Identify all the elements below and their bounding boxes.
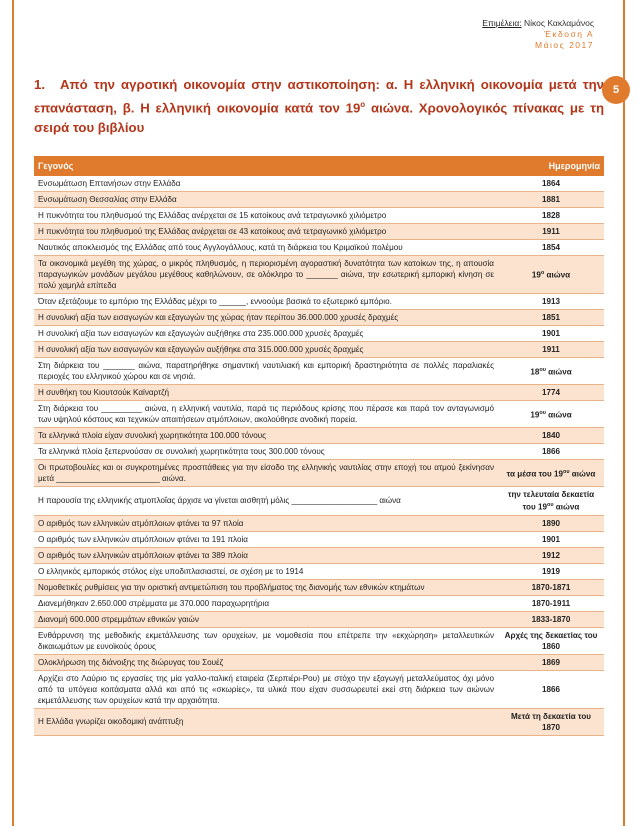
date-sup: ου [562,468,570,475]
event-cell: Ο αριθμός των ελληνικών ατμόπλοιων φτάνει τα 191 πλοία [34,531,498,547]
event-cell: Η συνθήκη του Κιουτσούκ Καϊναρτζή [34,385,498,401]
table-row [34,294,604,310]
date-cell: 1901 [498,531,604,547]
date-cell: 1911 [498,342,604,358]
date-cell: 1869 [498,654,604,670]
table-row [34,547,604,563]
event-cell: Διανομή 600.000 στρεμμάτων εθνικών γαιών [34,611,498,627]
date-cell: 1840 [498,428,604,444]
editor-label: Επιμέλεια: [482,18,522,28]
date-text: τα μέσα του 19 [506,469,563,479]
date-cell [498,401,604,428]
event-cell: Όταν εξετάζουμε το εμπόριο της Ελλάδας μέχρι το ______, εννοούμε βασικά το εξωτερικό εμπόριο. [34,294,498,310]
event-cell: Ο αριθμός των ελληνικών ατμόπλοιων φτάνει τα 389 πλοία [34,547,498,563]
date-suffix: αιώνα [553,502,580,512]
date-cell [498,256,604,294]
section-number: 1. [34,77,45,92]
date-cell: 1913 [498,294,604,310]
left-margin-rule [12,0,14,826]
date-cell: 1828 [498,208,604,224]
event-cell: Η παρουσία της ελληνικής ατμοπλοΐας άρχισε να γίνεται αισθητή μόλις ___________________ αιώνα [34,487,498,516]
table-row [34,460,604,487]
table-header-row [34,156,604,176]
event-cell: Ενσωμάτωση Επτανήσων στην Ελλάδα [34,176,498,192]
table-row [34,595,604,611]
table-row [34,358,604,385]
event-cell: Νομοθετικές ρυθμίσεις για την οριστική αντιμετώπιση του προβλήματος της διανομής των εθνικών κτημάτων [34,579,498,595]
date-text: 19 [530,410,540,420]
table-row [34,670,604,708]
date-cell: 1919 [498,563,604,579]
event-cell: Ενθάρρυνση της μεθοδικής εκμετάλλευσης των ορυχείων, με νομοθεσία που επέτρεπε την «εκχώρηση» μεταλλευτικών δικαιωμάτων με ευνοϊκούς όρους [34,627,498,654]
editor-name: Νίκος Κακλαμάνος [523,18,594,28]
date-sup: ου [539,409,546,416]
date-line: Μάιος 2017 [535,40,594,50]
event-cell: Ο ελληνικός εμπορικός στόλος είχε υποδιπλασιαστεί, σε σχέση με το 1914 [34,563,498,579]
date-cell: 1912 [498,547,604,563]
event-cell: Ολοκλήρωση της διάνοιξης της διώρυγας του Σουέζ [34,654,498,670]
event-cell: Τα ελληνικά πλοία ξεπερνούσαν σε συνολική χωρητικότητα τους 300.000 τόνους [34,444,498,460]
event-cell: Διανεμήθηκαν 2.650.000 στρέμματα με 370.000 παραχωρητήρια [34,595,498,611]
table-row [34,515,604,531]
table-row [34,342,604,358]
date-cell: 1864 [498,176,604,192]
right-margin-rule [623,0,625,826]
table-row [34,654,604,670]
date-sup: ου [539,366,546,373]
date-cell: 1851 [498,310,604,326]
date-cell: 1881 [498,192,604,208]
date-suffix: αιώνα [545,410,572,420]
event-cell: Η συνολική αξία των εισαγωγών και εξαγωγών αυξήθηκε στα 315.000.000 χρυσές δραχμές [34,342,498,358]
date-cell [498,358,604,385]
event-cell: Τα ελληνικά πλοία είχαν συνολική χωρητικότητα 100.000 τόνους [34,428,498,444]
table-row [34,385,604,401]
page-number-badge: 5 [602,76,630,104]
date-cell: 1901 [498,326,604,342]
date-cell: 1911 [498,224,604,240]
table-row [34,401,604,428]
table-row [34,208,604,224]
date-cell [498,460,604,487]
date-text: την τελευταία δεκαετία του 19 [507,490,595,512]
event-cell: Η συνολική αξία των εισαγωγών και εξαγωγών της χώρας ήταν περίπου 36.000.000 χρυσές δραχμές [34,310,498,326]
date-sup: ο [540,270,545,277]
date-cell: 1870-1871 [498,579,604,595]
date-text: 18 [530,367,540,377]
chronology-table [34,156,604,736]
event-cell: Αρχίζει στο Λαύριο τις εργασίες της μία γαλλο-ιταλική εταιρεία (Σερπιέρι-Ρου) με στόχο την εξαγωγή μεταλλεύματος όχι μόνο από τα υπόγεια κοιτάσματα αλλά και από τις «σκωρίες», τα υλικά που είχαν συσσωρευτεί εκεί στη διάρκεια των αιώνων εκμετάλλευσης των ορυχείων κατά την αρχαιότητα. [34,670,498,708]
date-cell: 1774 [498,385,604,401]
date-cell: 1866 [498,670,604,708]
event-cell: Ενσωμάτωση Θεσσαλίας στην Ελλάδα [34,192,498,208]
table-row [34,192,604,208]
table-row [34,428,604,444]
event-cell: Τα οικονομικά μεγέθη της χώρας, ο μικρός πληθυσμός, η περιορισμένη αγοραστική δυνατότητα των κατοίκων της, η απουσία παραγωγικών μονάδων μεγάλου μεγέθους καθηλώνουν, σε ολόκληρο το _______ αιώνα, την εσωτερική εμπορική κίνηση σε πολύ χαμηλά επίπεδα [34,256,498,294]
table-row [34,487,604,516]
table-row [34,531,604,547]
event-cell: Στη διάρκεια του _______ αιώνα, παρατηρήθηκε σημαντική ναυτιλιακή και εμπορική δραστηριότητα σε πολλές παραλιακές περιοχές του ελληνικού χώρου και σε νησιά. [34,358,498,385]
title-text-b: αιώνα. Χρονολογικός πίνακας με τη σειρά του βιβλίου [34,100,605,136]
table-row [34,256,604,294]
page-header [482,18,594,51]
date-cell: 1890 [498,515,604,531]
date-cell: 1870-1911 [498,595,604,611]
date-suffix: αιώνα [544,270,571,280]
event-cell: Η Ελλάδα γνωρίζει οικοδομική ανάπτυξη [34,708,498,735]
date-cell: 1833-1870 [498,611,604,627]
date-cell: 1854 [498,240,604,256]
table-row [34,310,604,326]
date-sup: ου [546,502,554,508]
date-cell: 1866 [498,444,604,460]
table-row [34,224,604,240]
date-suffix: αιώνα [545,367,572,377]
event-cell: Ο αριθμός των ελληνικών ατμόπλοιων φτάνει τα 97 πλοία [34,515,498,531]
section-title [34,75,604,138]
table-body [34,176,604,735]
editor-line [482,18,594,29]
date-suffix: αιώνα [569,469,596,479]
table-row [34,326,604,342]
table-row [34,579,604,595]
table-row [34,444,604,460]
title-text-a: Από την αγροτική οικονομία στην αστικοποίηση: α. Η ελληνική οικονομία μετά την επανάσταση, β. Η ελληνική οικονομία κατά τον 19 [34,77,604,116]
event-cell: Η πυκνότητα του πληθυσμού της Ελλάδας ανέρχεται σε 15 κατοίκους ανά τετραγωνικό χιλιόμετρο [34,208,498,224]
date-cell [498,487,604,516]
table-row [34,176,604,192]
event-cell: Ναυτικός αποκλεισμός της Ελλάδας από τους Αγγλογάλλους, κατά τη διάρκεια του Κριμαϊκού πολέμου [34,240,498,256]
table-row [34,627,604,654]
event-cell: Στη διάρκεια του _________ αιώνα, η ελληνική ναυτιλία, παρά τις περιόδους κρίσης που πέρασε και παρά τον ανταγωνισμό των υψηλού κόστους και τεχνικών απαιτήσεων ατμόπλοιων, ακολούθησε ανοδική πορεία. [34,401,498,428]
header-date: Ημερομηνία [498,156,604,176]
title-sup: ο [360,100,366,109]
table-row [34,611,604,627]
table-row [34,563,604,579]
date-text: 19 [531,270,541,280]
date-cell: Αρχές της δεκαετίας του 1860 [498,627,604,654]
header-event: Γεγονός [34,156,498,176]
date-cell: Μετά τη δεκαετία του 1870 [498,708,604,735]
table-row [34,240,604,256]
event-cell: Η συνολική αξία των εισαγωγών και εξαγωγών αυξήθηκε στα 235.000.000 χρυσές δραχμές [34,326,498,342]
event-cell: Η πυκνότητα του πληθυσμού της Ελλάδας ανέρχεται σε 43 κατοίκους ανά τετραγωνικό χιλιόμετρο [34,224,498,240]
event-cell: Οι πρωτοβουλίες και οι συγκροτημένες προσπάθειες για την είσοδο της ελληνικής ναυτιλίας στην εποχή του ατμού ξεκίνησαν μετά _______________________ αιώνα. [34,460,498,487]
table-row [34,708,604,735]
edition-line: Έκδοση Α [544,29,594,39]
